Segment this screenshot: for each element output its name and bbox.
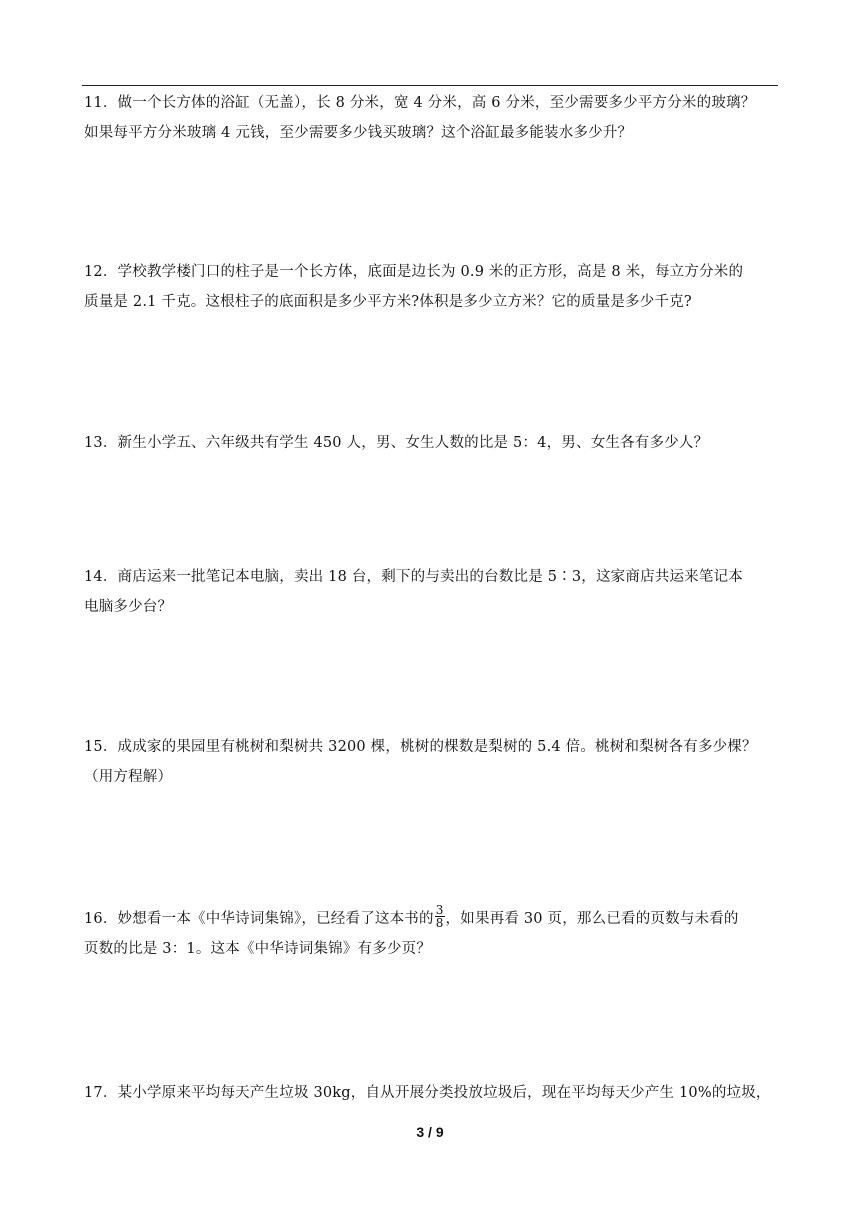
question-line: 质量是 2.1 千克。这根柱子的底面积是多少平方米?体积是多少立方米？它的质量是多少千克? — [84, 294, 692, 310]
question-13 — [84, 428, 778, 458]
header-rule — [82, 85, 778, 86]
fraction-numerator: 3 — [435, 902, 444, 917]
question-line: （用方程解） — [84, 769, 173, 785]
question-11 — [84, 88, 778, 148]
question-line: 如果每平方分米玻璃 4 元钱，至少需要多少钱买玻璃？这个浴缸最多能装水多少升？ — [84, 125, 633, 141]
question-text: 16．妙想看一本《中华诗词集锦》，已经看了这本书的 — [84, 911, 434, 927]
question-16 — [84, 904, 778, 964]
question-line: 电脑多少台？ — [84, 599, 173, 615]
fraction-denominator: 8 — [435, 915, 444, 930]
question-text: ，如果再看 30 页，那么已看的页数与未看的 — [445, 911, 739, 927]
question-12 — [84, 257, 778, 317]
question-line: 13．新生小学五、六年级共有学生 450 人，男、女生人数的比是 5：4，男、女生各有多少人？ — [84, 435, 709, 451]
question-line: 17．某小学原来平均每天产生垃圾 30kg，自从开展分类投放垃圾后，现在平均每天少产生 10%的垃圾， — [84, 1085, 771, 1101]
page-number: 3 / 9 — [416, 1124, 444, 1140]
question-line — [84, 904, 778, 934]
question-line: 12．学校教学楼门口的柱子是一个长方体，底面是边长为 0.9 米的正方形，高是 8 米，每立方分米的 — [84, 264, 744, 280]
question-line: 14．商店运来一批笔记本电脑，卖出 18 台，剩下的与卖出的台数比是 5∶3，这家商店共运来笔记本 — [84, 569, 743, 585]
fraction — [435, 904, 445, 929]
question-14 — [84, 562, 778, 622]
question-line: 15．成成家的果园里有桃树和梨树共 3200 棵，桃树的棵数是梨树的 5.4 倍。桃树和梨树各有多少棵？ — [84, 739, 757, 755]
question-17 — [84, 1078, 778, 1108]
question-line: 11．做一个长方体的浴缸（无盖），长 8 分米，宽 4 分米，高 6 分米，至少需要多少平方分米的玻璃？ — [84, 95, 756, 111]
question-15 — [84, 732, 778, 792]
question-line: 页数的比是 3：1。这本《中华诗词集锦》有多少页？ — [84, 941, 432, 957]
